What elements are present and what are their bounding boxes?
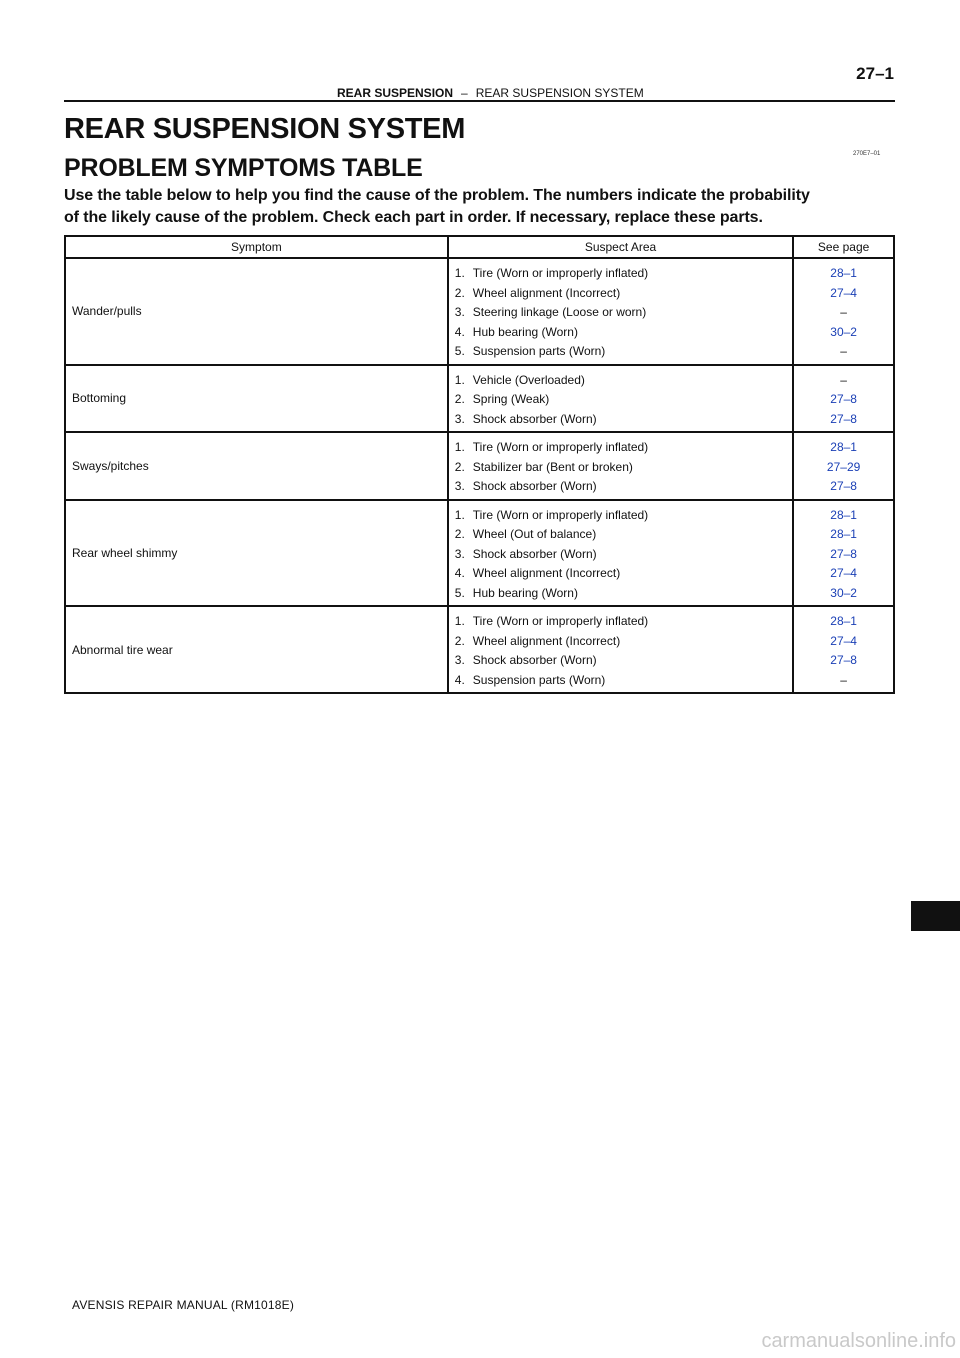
item-text: Suspension parts (Worn): [472, 672, 606, 687]
table-header-row: [65, 236, 894, 258]
item-number: 1.: [454, 372, 465, 387]
page-reference-none: –: [840, 305, 847, 319]
suspect-area-cell: [448, 365, 793, 433]
symptom-cell: Sways/pitches: [65, 432, 448, 500]
see-page-cell: [793, 365, 894, 433]
item-number: 3.: [454, 305, 465, 319]
page-reference-link[interactable]: 27–8: [830, 653, 857, 667]
suspect-area-item: [455, 323, 786, 343]
table-row: [65, 365, 894, 433]
page-reference-link[interactable]: 27–4: [830, 633, 857, 648]
item-number: 2.: [454, 459, 465, 474]
page-reference-link[interactable]: 28–1: [830, 440, 857, 454]
page-reference-none: –: [840, 344, 847, 358]
item-number: 4.: [454, 672, 465, 687]
item-number: 5.: [454, 344, 465, 358]
suspect-area-cell: [448, 500, 793, 607]
suspect-area-cell: [448, 258, 793, 365]
item-text: Suspension parts (Worn): [472, 344, 606, 358]
suspect-area-item: [455, 303, 786, 323]
suspect-area-item: [455, 342, 786, 362]
document-reference: 270E7–01: [853, 151, 881, 157]
page-reference-link[interactable]: 28–1: [830, 614, 857, 628]
item-number: 1.: [454, 507, 465, 522]
item-text: Shock absorber (Worn): [472, 546, 597, 561]
item-number: 1.: [454, 266, 465, 280]
item-number: 3.: [454, 479, 465, 493]
item-number: 2.: [454, 392, 465, 406]
page-reference-link[interactable]: 27–4: [830, 566, 857, 580]
item-text: Steering linkage (Loose or worn): [472, 305, 647, 319]
page-reference-link[interactable]: 27–29: [826, 459, 861, 474]
item-number: 3.: [454, 411, 465, 426]
item-text: Shock absorber (Worn): [472, 653, 597, 667]
item-number: 1.: [454, 614, 465, 628]
header-rule: [64, 100, 895, 102]
item-text: Shock absorber (Worn): [472, 479, 597, 493]
suspect-area-item: [455, 564, 786, 584]
suspect-area-item: [455, 390, 786, 410]
watermark: carmanualsonline.info: [761, 1330, 956, 1352]
suspect-area-item: [455, 477, 786, 497]
header-section-name: REAR SUSPENSION: [337, 86, 454, 100]
page-reference-link[interactable]: 30–2: [830, 324, 857, 339]
suspect-area-item: [455, 612, 786, 632]
suspect-area-item: [455, 632, 786, 652]
suspect-area-item: [455, 410, 786, 430]
header-subsection-name: REAR SUSPENSION SYSTEM: [475, 86, 644, 100]
page-title: REAR SUSPENSION SYSTEM: [64, 113, 466, 145]
item-text: Wheel alignment (Incorrect): [472, 285, 621, 300]
item-number: 3.: [454, 653, 465, 667]
running-header: [337, 86, 644, 100]
footer-manual-title: AVENSIS REPAIR MANUAL (RM1018E): [72, 1298, 295, 1312]
section-tab-marker: [911, 901, 960, 931]
item-number: 2.: [454, 527, 465, 541]
page-reference-link[interactable]: 28–1: [830, 507, 857, 522]
item-number: 4.: [454, 324, 465, 339]
symptom-cell: Abnormal tire wear: [65, 606, 448, 693]
item-number: 4.: [454, 566, 465, 580]
column-header-symptom: Symptom: [65, 236, 448, 258]
suspect-area-item: [455, 584, 786, 604]
symptom-cell: Wander/pulls: [65, 258, 448, 365]
suspect-area-item: [455, 545, 786, 565]
item-number: 3.: [454, 546, 465, 561]
item-text: Stabilizer bar (Bent or broken): [472, 459, 633, 474]
header-separator: –: [461, 86, 468, 100]
item-text: Tire (Worn or improperly inflated): [472, 440, 649, 454]
suspect-area-item: [455, 506, 786, 526]
page-reference-link[interactable]: 27–8: [830, 546, 857, 561]
page-reference-link[interactable]: 27–4: [830, 285, 857, 300]
item-text: Wheel alignment (Incorrect): [472, 566, 621, 580]
page-reference-link[interactable]: 27–8: [830, 479, 857, 493]
see-page-cell: [793, 258, 894, 365]
column-header-suspect-area: Suspect Area: [448, 236, 793, 258]
intro-line: of the likely cause of the problem. Check each part in order. If necessary, replace these parts.: [64, 209, 763, 226]
item-text: Vehicle (Overloaded): [472, 372, 585, 387]
problem-symptoms-table: [64, 235, 895, 694]
table-row: [65, 432, 894, 500]
item-number: 5.: [454, 585, 465, 600]
item-number: 2.: [454, 633, 465, 648]
intro-paragraph: [64, 185, 904, 229]
page-reference-link[interactable]: 27–8: [830, 411, 857, 426]
symptom-cell: Bottoming: [65, 365, 448, 433]
section-subtitle: PROBLEM SYMPTOMS TABLE: [64, 154, 423, 182]
page-number: 27–1: [856, 64, 894, 83]
item-text: Shock absorber (Worn): [472, 411, 597, 426]
column-header-see-page: See page: [793, 236, 894, 258]
suspect-area-item: [455, 458, 786, 478]
item-text: Hub bearing (Worn): [472, 324, 578, 339]
see-page-cell: [793, 432, 894, 500]
suspect-area-item: [455, 651, 786, 671]
page-reference-link[interactable]: 27–8: [830, 392, 857, 406]
page-reference-none: –: [840, 672, 847, 687]
item-number: 2.: [454, 285, 465, 300]
see-page-cell: [793, 606, 894, 693]
table-row: [65, 258, 894, 365]
suspect-area-cell: [448, 432, 793, 500]
suspect-area-cell: [448, 606, 793, 693]
table-body: [65, 258, 894, 693]
page-reference-link[interactable]: 30–2: [830, 585, 857, 600]
suspect-area-item: [455, 264, 786, 284]
suspect-area-item: [455, 525, 786, 545]
item-number: 1.: [454, 440, 465, 454]
table-row: [65, 606, 894, 693]
see-page-cell: [793, 500, 894, 607]
item-text: Tire (Worn or improperly inflated): [472, 614, 649, 628]
symptom-cell: Rear wheel shimmy: [65, 500, 448, 607]
item-text: Spring (Weak): [472, 392, 550, 406]
suspect-area-item: [455, 671, 786, 691]
suspect-area-item: [455, 438, 786, 458]
page-reference-link[interactable]: 28–1: [830, 266, 857, 280]
suspect-area-item: [455, 284, 786, 304]
item-text: Wheel alignment (Incorrect): [472, 633, 621, 648]
table-row: [65, 500, 894, 607]
item-text: Tire (Worn or improperly inflated): [472, 266, 649, 280]
item-text: Wheel (Out of balance): [472, 527, 597, 541]
intro-line: Use the table below to help you find the cause of the problem. The numbers indicate the probability: [64, 187, 810, 204]
page-reference-none: –: [840, 372, 847, 387]
item-text: Hub bearing (Worn): [472, 585, 578, 600]
page-reference-link[interactable]: 28–1: [830, 527, 857, 541]
item-text: Tire (Worn or improperly inflated): [472, 507, 649, 522]
suspect-area-item: [455, 371, 786, 391]
